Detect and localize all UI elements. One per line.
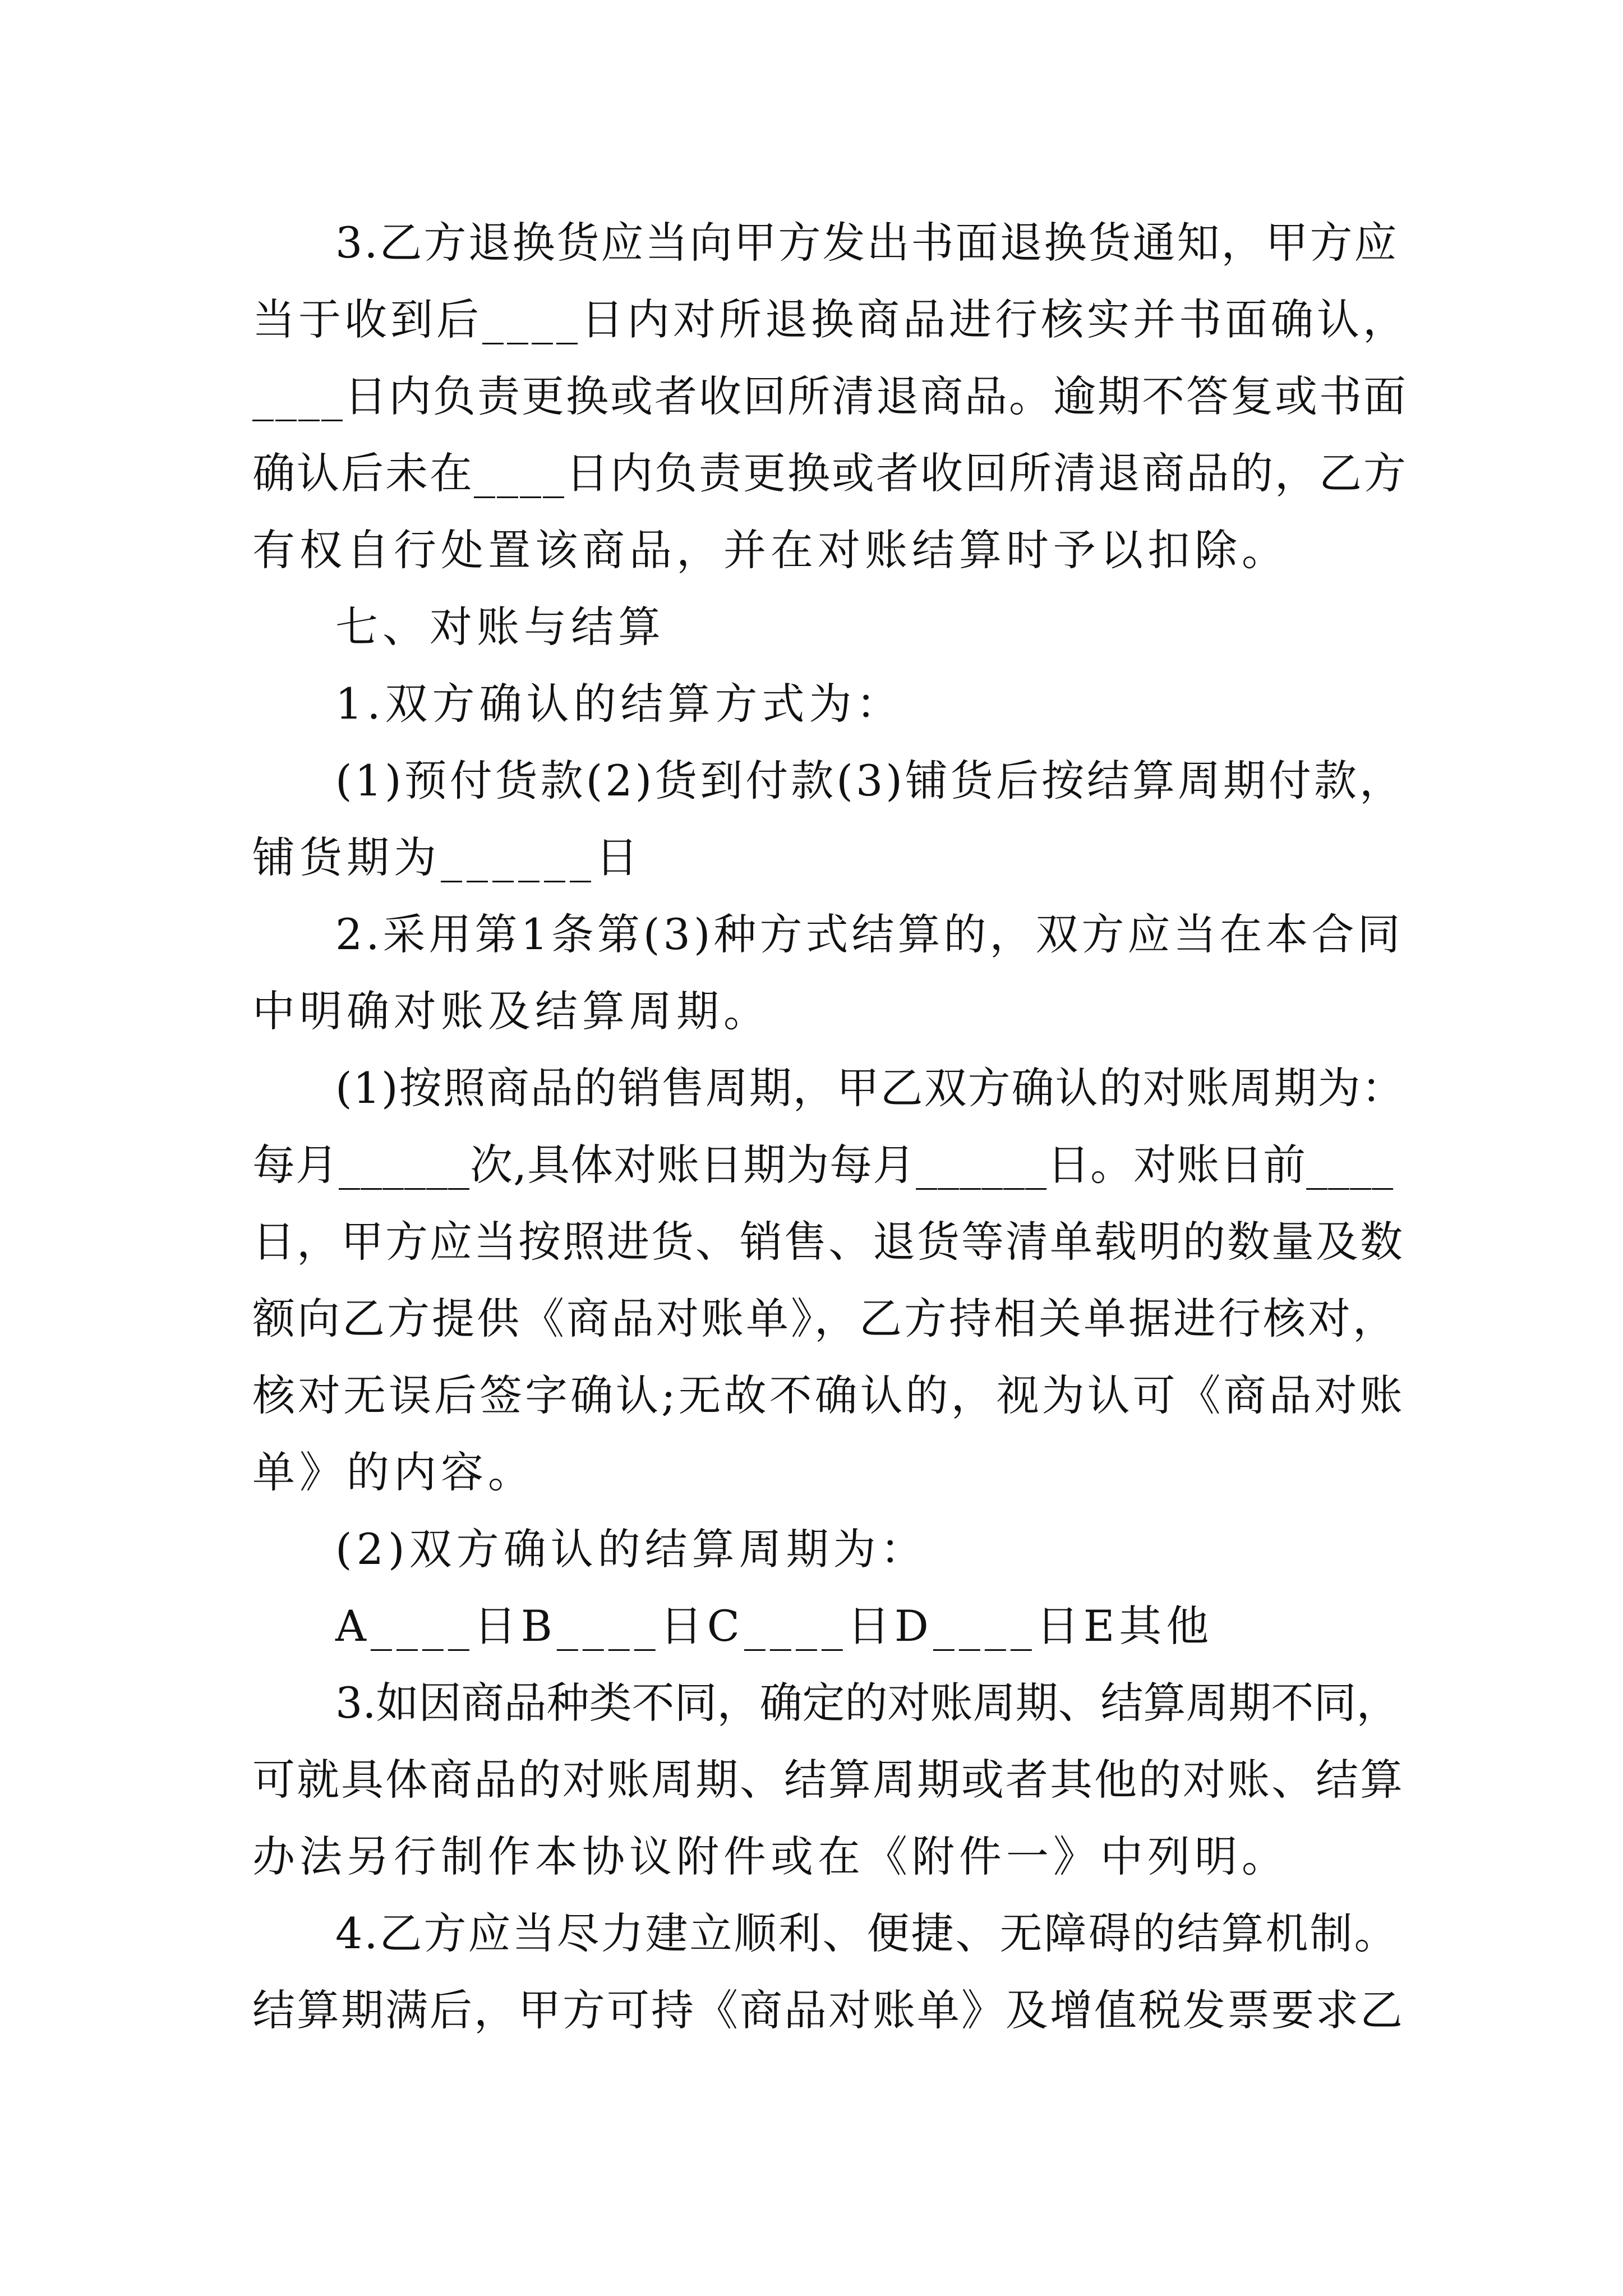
section-heading: 七、对账与结算 — [335, 602, 665, 652]
text-line: 1.双方确认的结算方式为： — [335, 679, 903, 729]
text-line: 2.采用第1条第(3)种方式结算的，双方应当在本合同 — [335, 909, 1404, 959]
text-line: ____日内负责更换或者收回所清退商品。逾期不答复或书面 — [252, 371, 1408, 421]
text-line: 办法另行制作本协议附件或在《附件一》中列明。 — [252, 1832, 1289, 1881]
text-line: 额向乙方提供《商品对账单》，乙方持相关单据进行核对， — [252, 1294, 1398, 1343]
text-line: 当于收到后____日内对所退换商品进行核实并书面确认， — [252, 295, 1409, 344]
text-line: (2)双方确认的结算周期为： — [335, 1524, 928, 1574]
text-line: 4.乙方应当尽力建立顺利、便捷、无障碍的结算机制。 — [335, 1908, 1399, 1958]
text-line: 核对无误后签字确认;无故不确认的，视为认可《商品对账 — [252, 1370, 1405, 1420]
text-line: 每月______次,具体对账日期为每月______日。对账日前____ — [252, 1140, 1394, 1190]
text-line: 可就具体商品的对账周期、结算周期或者其他的对账、结算 — [252, 1755, 1404, 1805]
text-line: 3.乙方退换货应当向甲方发出书面退换货通知，甲方应 — [335, 218, 1399, 268]
text-line: 铺货期为______日 — [252, 832, 643, 882]
text-line: A____日B____日C____日D____日E其他 — [335, 1601, 1214, 1651]
text-line: 单》的内容。 — [252, 1447, 535, 1497]
text-line: (1)预付货款(2)货到付款(3)铺货后按结算周期付款， — [335, 756, 1405, 806]
text-line: 有权自行处置该商品，并在对账结算时予以扣除。 — [252, 525, 1289, 575]
text-line: 日，甲方应当按照进货、销售、退货等清单载明的数量及数 — [252, 1217, 1404, 1267]
text-line: 确认后未在____日内负责更换或者收回所清退商品的，乙方 — [252, 448, 1408, 498]
text-line: 3.如因商品种类不同，确定的对账周期、结算周期不同， — [335, 1678, 1399, 1728]
text-line: 中明确对账及结算周期。 — [252, 986, 771, 1036]
text-line: (1)按照商品的销售周期，甲乙双方确认的对账周期为： — [335, 1063, 1405, 1113]
text-line: 结算期满后，甲方可持《商品对账单》及增值税发票要求乙 — [252, 1985, 1404, 2035]
